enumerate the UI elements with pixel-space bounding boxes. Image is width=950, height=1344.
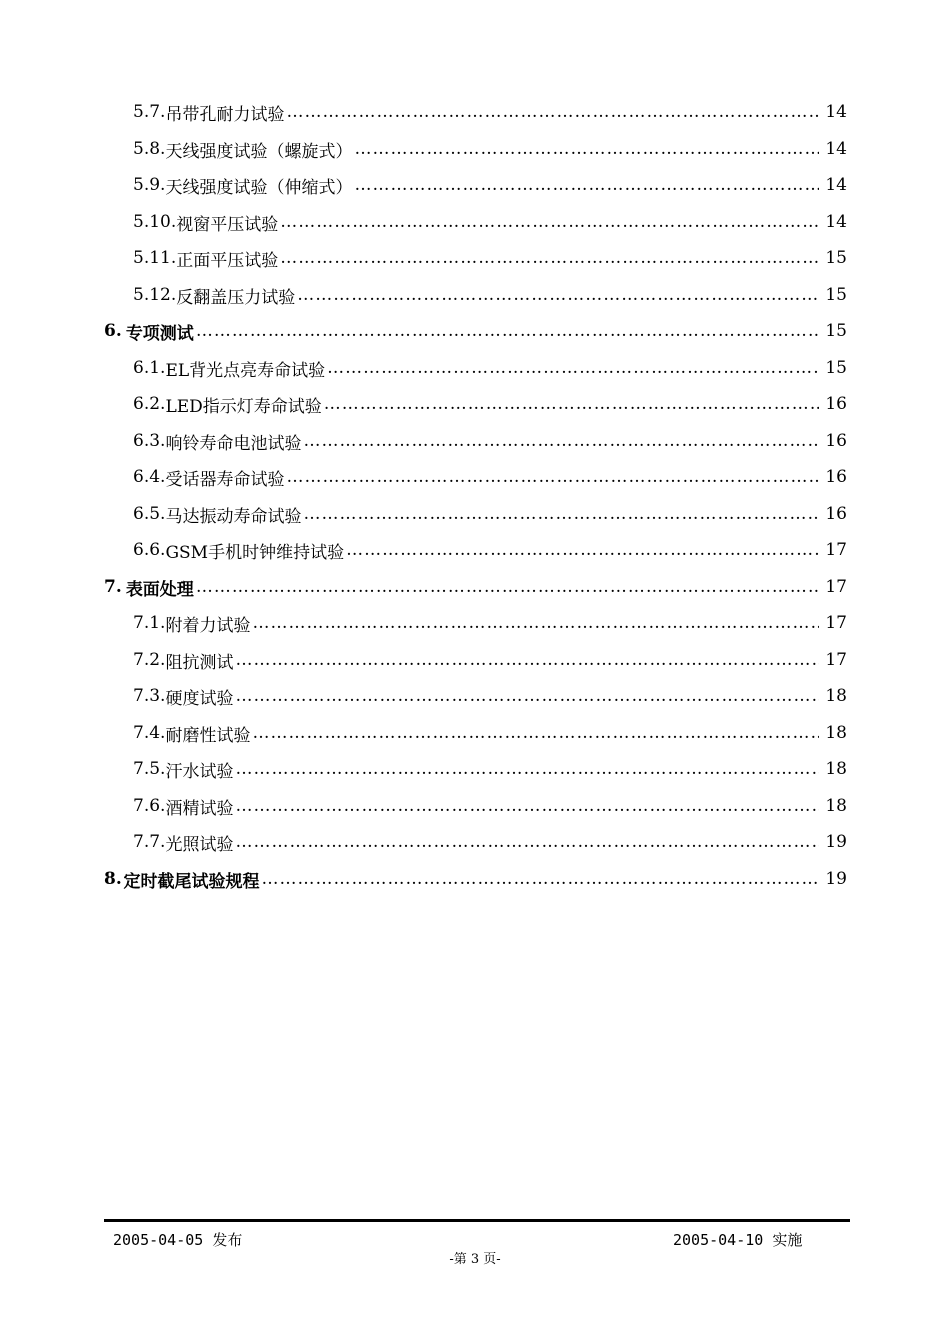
toc-section-number: 6. [104, 321, 122, 341]
toc-entry-title: 马达振动寿命试验 [165, 506, 302, 527]
toc-entry-title: 光照试验 [165, 834, 234, 855]
toc-entry-7-3[interactable] [133, 678, 847, 714]
footer-effective-date: 2005-04-10 实施 [673, 1231, 803, 1249]
toc-entry-number: 7.3. [133, 686, 166, 706]
toc-entry-number: 7.6. [133, 796, 166, 816]
dot-leader [235, 686, 819, 706]
toc-entry-number: 6.2. [133, 394, 166, 414]
toc-section-page: 17 [825, 577, 847, 597]
dot-leader [324, 394, 819, 414]
toc-entry-page: 18 [825, 796, 847, 816]
toc-entry-number: 7.5. [133, 759, 166, 779]
toc-entry-title: 反翻盖压力试验 [176, 287, 296, 308]
dot-leader [196, 577, 819, 597]
dot-leader [235, 650, 819, 670]
toc-entry-title: 汗水试验 [165, 761, 234, 782]
toc-entry-5-10[interactable] [133, 204, 847, 240]
toc-entry-title: 天线强度试验（伸缩式） [165, 177, 353, 198]
toc-entry-page: 17 [825, 613, 847, 633]
toc-entry-number: 6.6. [133, 540, 166, 560]
toc-entry-number: 5.12. [133, 285, 177, 305]
toc-entry-5-8[interactable] [133, 131, 847, 167]
toc-entry-number: 7.7. [133, 832, 166, 852]
footer-issue-date: 2005-04-05 发布 [113, 1231, 243, 1249]
dot-leader [303, 504, 819, 524]
toc-entry-page: 15 [825, 285, 847, 305]
toc-entry-7-5[interactable] [133, 751, 847, 787]
dot-leader [235, 759, 819, 779]
toc-entry-7-1[interactable] [133, 605, 847, 641]
toc-entry-title: 吊带孔耐力试验 [165, 104, 285, 125]
toc-entry-6-4[interactable] [133, 459, 847, 495]
dot-leader [280, 248, 819, 268]
toc-entry-page: 19 [825, 832, 847, 852]
dot-leader [252, 613, 819, 633]
toc-entry-title: GSM手机时钟维持试验 [165, 542, 345, 563]
toc-entry-page: 14 [825, 102, 847, 122]
footer-page-number: -第 3 页- [449, 1252, 501, 1267]
toc-entry-page: 15 [825, 248, 847, 268]
footer-divider [104, 1219, 850, 1222]
dot-leader [280, 212, 819, 232]
toc-entry-title: EL背光点亮寿命试验 [165, 360, 326, 381]
toc-entry-6-2[interactable] [133, 386, 847, 422]
toc-entry-number: 5.8. [133, 139, 166, 159]
toc-entry-number: 5.10. [133, 212, 177, 232]
toc-entry-7-6[interactable] [133, 788, 847, 824]
toc-entry-number: 7.2. [133, 650, 166, 670]
toc-section-title: 定时截尾试验规程 [123, 871, 260, 892]
toc-section-page: 19 [825, 869, 847, 889]
toc-entry-5-12[interactable] [133, 277, 847, 313]
toc-entry-title: 硬度试验 [165, 688, 234, 709]
toc-entry-5-7[interactable] [133, 94, 847, 130]
toc-entry-number: 6.1. [133, 358, 166, 378]
toc-section-8[interactable] [104, 861, 847, 897]
toc-section-page: 15 [825, 321, 847, 341]
toc-entry-page: 16 [825, 467, 847, 487]
toc-entry-page: 16 [825, 504, 847, 524]
toc-entry-number: 5.11. [133, 248, 177, 268]
toc-entry-page: 18 [825, 759, 847, 779]
toc-entry-7-4[interactable] [133, 715, 847, 751]
toc-section-6[interactable] [104, 313, 847, 349]
toc-entry-title: 酒精试验 [165, 798, 234, 819]
toc-entry-number: 5.7. [133, 102, 166, 122]
toc-entry-title: 受话器寿命试验 [165, 469, 285, 490]
toc-entry-7-2[interactable] [133, 642, 847, 678]
toc-entry-title: 附着力试验 [165, 615, 251, 636]
toc-entry-page: 16 [825, 431, 847, 451]
toc-entry-6-6[interactable] [133, 532, 847, 568]
toc-entry-number: 6.4. [133, 467, 166, 487]
dot-leader [346, 540, 819, 560]
toc-section-title: 专项测试 [125, 323, 194, 344]
toc-entry-number: 7.4. [133, 723, 166, 743]
toc-entry-7-7[interactable] [133, 824, 847, 860]
toc-entry-number: 6.5. [133, 504, 166, 524]
toc-entry-page: 17 [825, 540, 847, 560]
toc-entry-title: 响铃寿命电池试验 [165, 433, 302, 454]
toc-entry-number: 6.3. [133, 431, 166, 451]
toc-entry-title: 正面平压试验 [176, 250, 279, 271]
toc-section-title: 表面处理 [125, 579, 194, 600]
dot-leader [286, 102, 819, 122]
toc-entry-page: 14 [825, 212, 847, 232]
toc-entry-page: 14 [825, 175, 847, 195]
toc-entry-page: 15 [825, 358, 847, 378]
dot-leader [354, 175, 819, 195]
toc-entry-5-11[interactable] [133, 240, 847, 276]
dot-leader [252, 723, 819, 743]
toc-section-7[interactable] [104, 569, 847, 605]
dot-leader [354, 139, 819, 159]
dot-leader [303, 431, 819, 451]
toc-entry-number: 7.1. [133, 613, 166, 633]
toc-entry-page: 14 [825, 139, 847, 159]
dot-leader [286, 467, 819, 487]
dot-leader [262, 869, 819, 889]
toc-entry-6-3[interactable] [133, 423, 847, 459]
toc-section-number: 7. [104, 577, 122, 597]
toc-entry-title: 耐磨性试验 [165, 725, 251, 746]
toc-entry-title: LED指示灯寿命试验 [165, 396, 322, 417]
toc-entry-5-9[interactable] [133, 167, 847, 203]
dot-leader [327, 358, 819, 378]
toc-entry-page: 18 [825, 723, 847, 743]
dot-leader [297, 285, 819, 305]
toc-entry-page: 17 [825, 650, 847, 670]
toc-entry-page: 18 [825, 686, 847, 706]
dot-leader [235, 832, 819, 852]
toc-entry-number: 5.9. [133, 175, 166, 195]
toc-entry-page: 16 [825, 394, 847, 414]
toc-entry-title: 天线强度试验（螺旋式） [165, 141, 353, 162]
toc-entry-title: 视窗平压试验 [176, 214, 279, 235]
toc-entry-title: 阻抗测试 [165, 652, 234, 673]
dot-leader [196, 321, 819, 341]
dot-leader [235, 796, 819, 816]
toc-entry-6-1[interactable] [133, 350, 847, 386]
toc-section-number: 8. [104, 869, 122, 889]
toc-entry-6-5[interactable] [133, 496, 847, 532]
